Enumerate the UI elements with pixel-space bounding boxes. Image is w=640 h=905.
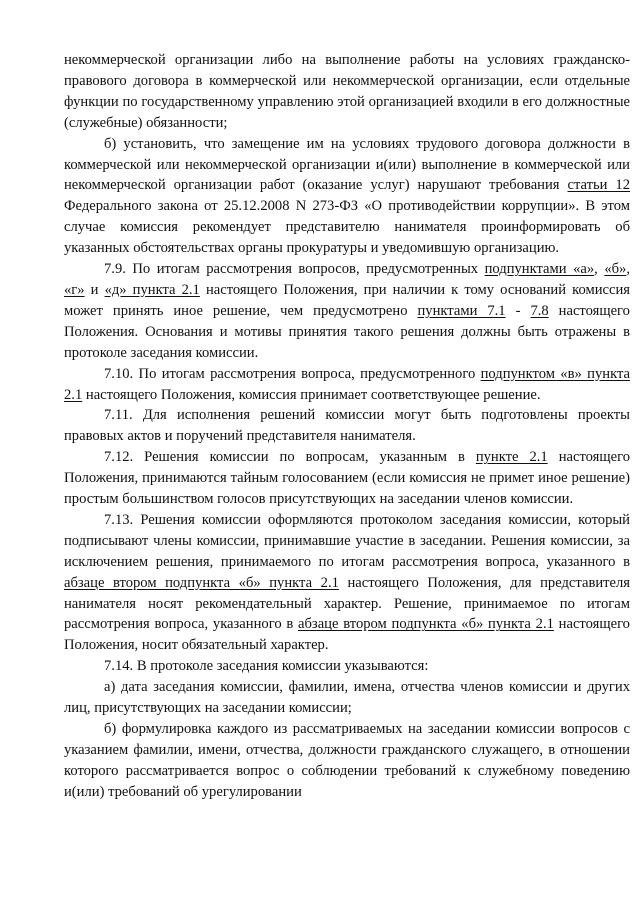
paragraph-text: , [594, 261, 605, 278]
paragraph-text: настоящего Положения, для представителя нанимателя носят рекомендательный характер. Решение, принимаемое по итогам рассмотрения вопроса, указанного в [64, 574, 630, 633]
paragraph-text: 7.14. В протоколе заседания комиссии указываются: [104, 658, 429, 675]
legal-reference-link[interactable]: 7.8 [530, 302, 549, 319]
paragraph-text: настоящего Положения, принимаются тайным голосованием (если комиссия не примет иное решение) простым большинством голосов присутствующих на заседании членов комиссии. [64, 449, 631, 508]
paragraph-text: настоящего Положения, комиссия принимает соответствующее решение. [82, 386, 541, 403]
legal-reference-link[interactable]: подпунктами «а» [484, 261, 595, 278]
legal-reference-link[interactable]: абзаце втором подпункта «б» пункта 2.1 [64, 574, 339, 591]
paragraph-text: 7.13. Решения комиссии оформляются протоколом заседания комиссии, который подписывают члены комиссии, принимавшие участие в заседании. Решения комиссии, за исключением решения, принимаемого по итогам рассмотрения вопроса, указанного в [64, 511, 630, 570]
paragraph-text: , [626, 261, 630, 278]
paragraph-text: 7.10. По итогам рассмотрения вопроса, предусмотренного [104, 365, 481, 382]
legal-reference-link[interactable]: «д» пункта 2.1 [104, 281, 200, 298]
paragraph [64, 134, 630, 259]
paragraph-text: некоммерческой организации либо на выполнение работы на условиях гражданско-правового договора в коммерческой или некоммерческой организации, если отдельные функции по государственному управлению этой организацией входили в его должностные (служебные) обязанности; [64, 52, 630, 131]
paragraph [64, 364, 630, 406]
paragraph-text: б) формулировка каждого из рассматриваемых на заседании комиссии вопросов с указанием фамилии, имени, отчества, должности гражданского служащего, в отношении которого рассматривается вопрос о соблюдении требований к служебному поведению и(или) требований об урегулировании [64, 721, 630, 800]
legal-reference-link[interactable]: пункте 2.1 [475, 449, 548, 466]
paragraph [64, 510, 630, 656]
paragraph-text: - [505, 302, 531, 319]
legal-reference-link[interactable]: «б» [604, 261, 627, 278]
paragraph [64, 50, 630, 134]
paragraph [64, 259, 630, 364]
paragraph [64, 656, 630, 677]
legal-reference-link[interactable]: «г» [64, 281, 85, 298]
paragraph [64, 677, 630, 719]
paragraph-text: 7.11. Для исполнения решений комиссии могут быть подготовлены проекты правовых актов и поручений представителя нанимателя. [64, 407, 630, 445]
legal-reference-link[interactable]: подпунктом «в» пункта 2.1 [64, 365, 630, 403]
paragraph-text: 7.12. Решения комиссии по вопросам, указанным в [104, 449, 476, 466]
paragraph [64, 447, 630, 510]
paragraph-text: настоящего Положения. Основания и мотивы принятия такого решения должны быть отражены в протоколе заседания комиссии. [64, 302, 630, 361]
legal-reference-link[interactable]: абзаце втором подпункта «б» пункта 2.1 [298, 616, 554, 633]
paragraph-text: 7.9. По итогам рассмотрения вопросов, предусмотренных [104, 261, 485, 278]
paragraph-text: Федерального закона от 25.12.2008 N 273-ФЗ «О противодействии коррупции». В этом случае комиссия рекомендует представителю нанимателя проинформировать об указанных обстоятельствах органы прокуратуры и уведомившую организацию. [64, 198, 630, 257]
legal-reference-link[interactable]: пунктами 7.1 [417, 302, 506, 319]
paragraph-text: а) дата заседания комиссии, фамилии, имена, отчества членов комиссии и других лиц, присутствующих на заседании комиссии; [64, 679, 630, 717]
paragraph-text: б) установить, что замещение им на условиях трудового договора должности в коммерческой или некоммерческой организации и(или) выполнение в коммерческой или некоммерческой организации работ (оказание услуг) нарушают требования [64, 135, 630, 194]
paragraph [64, 405, 630, 447]
paragraph-text: настоящего Положения, носит обязательный характер. [64, 616, 630, 654]
paragraph-text: и [84, 281, 105, 298]
paragraph [64, 719, 630, 803]
legal-reference-link[interactable]: статьи 12 [567, 177, 631, 194]
paragraph-text: настоящего Положения, при наличии к тому оснований комиссия может принять иное решение, чем предусмотрено [64, 281, 631, 319]
